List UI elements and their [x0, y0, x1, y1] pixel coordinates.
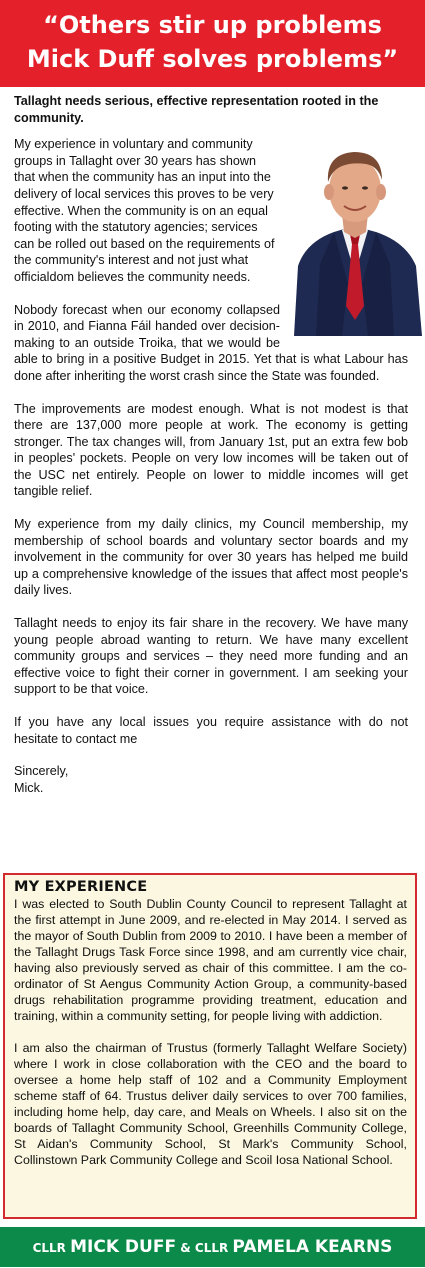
candidate-name-1: MICK DUFF — [70, 1237, 177, 1257]
letter-paragraph: My experience in voluntary and community groups in Tallaght over 30 years has shown that when the community has an input into the delivery of local services this proves to be very effective. When the community is on an equal footing with the statutory agencies; services can be rolled out based on the requirements of the community's interest and not just what officialdom believes the community needs. — [14, 137, 275, 284]
letter-paragraph: My experience from my daily clinics, my Council membership, my membership of school boards and voluntary sector boards and my involvement in the community for over 30 years has helped me build up a comprehensive knowledge of the issues that affect most people's daily lives. — [14, 517, 408, 598]
letter-paragraph: The improvements are modest enough. What is not modest is that there are 137,000 more people at work. The economy is getting stronger. The tax changes will, from January 1st, put an extra few bob in peoples' pockets. People on very low incomes will be taken out of the USC net entirely. People on lower to middle incomes will get tangible relief. — [14, 401, 408, 499]
experience-heading: MY EXPERIENCE — [14, 879, 148, 895]
letter-paragraph: If you have any local issues you require assistance with do not hesitate to contact me — [14, 715, 408, 746]
signature-text: Mick. — [14, 780, 44, 795]
candidate-name-2: PAMELA KEARNS — [232, 1237, 393, 1257]
ampersand: & — [176, 1241, 195, 1255]
cllr-prefix: CLLR — [32, 1241, 71, 1255]
candidates-footer — [0, 1227, 425, 1267]
letter-body — [14, 93, 408, 796]
candidate-photo — [286, 134, 422, 336]
letter-signoff — [14, 763, 408, 796]
cllr-prefix: CLLR — [194, 1241, 233, 1255]
experience-box — [3, 873, 417, 1219]
experience-paragraph: I am also the chairman of Trustus (formerly Tallaght Welfare Society) where I work in close collaboration with the CEO and the board to oversee a home help staff of 102 and a Community Employment scheme staff of 64. Trustus deliver daily services to over 700 families, including home help, day care, and Meals on Wheels. I also sit on the boards of Tallaght Community School, Greenhills Community College, St Aidan's Community School, St Mark's Community School, Collinstown Park Community College and Scoil Iosa National School. — [14, 1041, 407, 1167]
letter-paragraph: Tallaght needs to enjoy its fair share in the recovery. We have many young people abroad wanting to return. We have many excellent community groups and services – they need more funding and an effective voice to fight their corner in government. I am seeking your support to be that voice. — [14, 616, 408, 697]
portrait-illustration — [286, 134, 422, 336]
experience-paragraph: I was elected to South Dublin County Council to represent Tallaght at the first attempt in June 2009, and re-elected in May 2014. I served as the mayor of South Dublin from 2009 to 2010. I have been a member of the Tallaght Drugs Task Force since 1998, and am currently vice chair, having also previously served as chair of this committee. I am the co-ordinator of St Aengus Community Action Group, a community-based drugs rehabilitation programme providing treatment, education and training, within a community setting, for people living with addiction. — [14, 897, 407, 1023]
signoff-text: Sincerely, — [14, 764, 69, 779]
headline-line-2: Mick Duff solves problems” — [26, 45, 399, 73]
letter-lead: Tallaght needs serious, effective representation rooted in the community. — [14, 94, 379, 125]
letter-paragraph: Nobody forecast when our economy collapsed in 2010, and Fianna Fáil handed over decision-making to an outside Troika, that we would be able to bring in a positive Budget in 2015. Yet that is what Labour has done after inheriting the worst crash since the State was founded. — [14, 302, 408, 383]
headline-banner — [0, 0, 425, 87]
headline-line-1: “Others stir up problems — [43, 11, 382, 39]
